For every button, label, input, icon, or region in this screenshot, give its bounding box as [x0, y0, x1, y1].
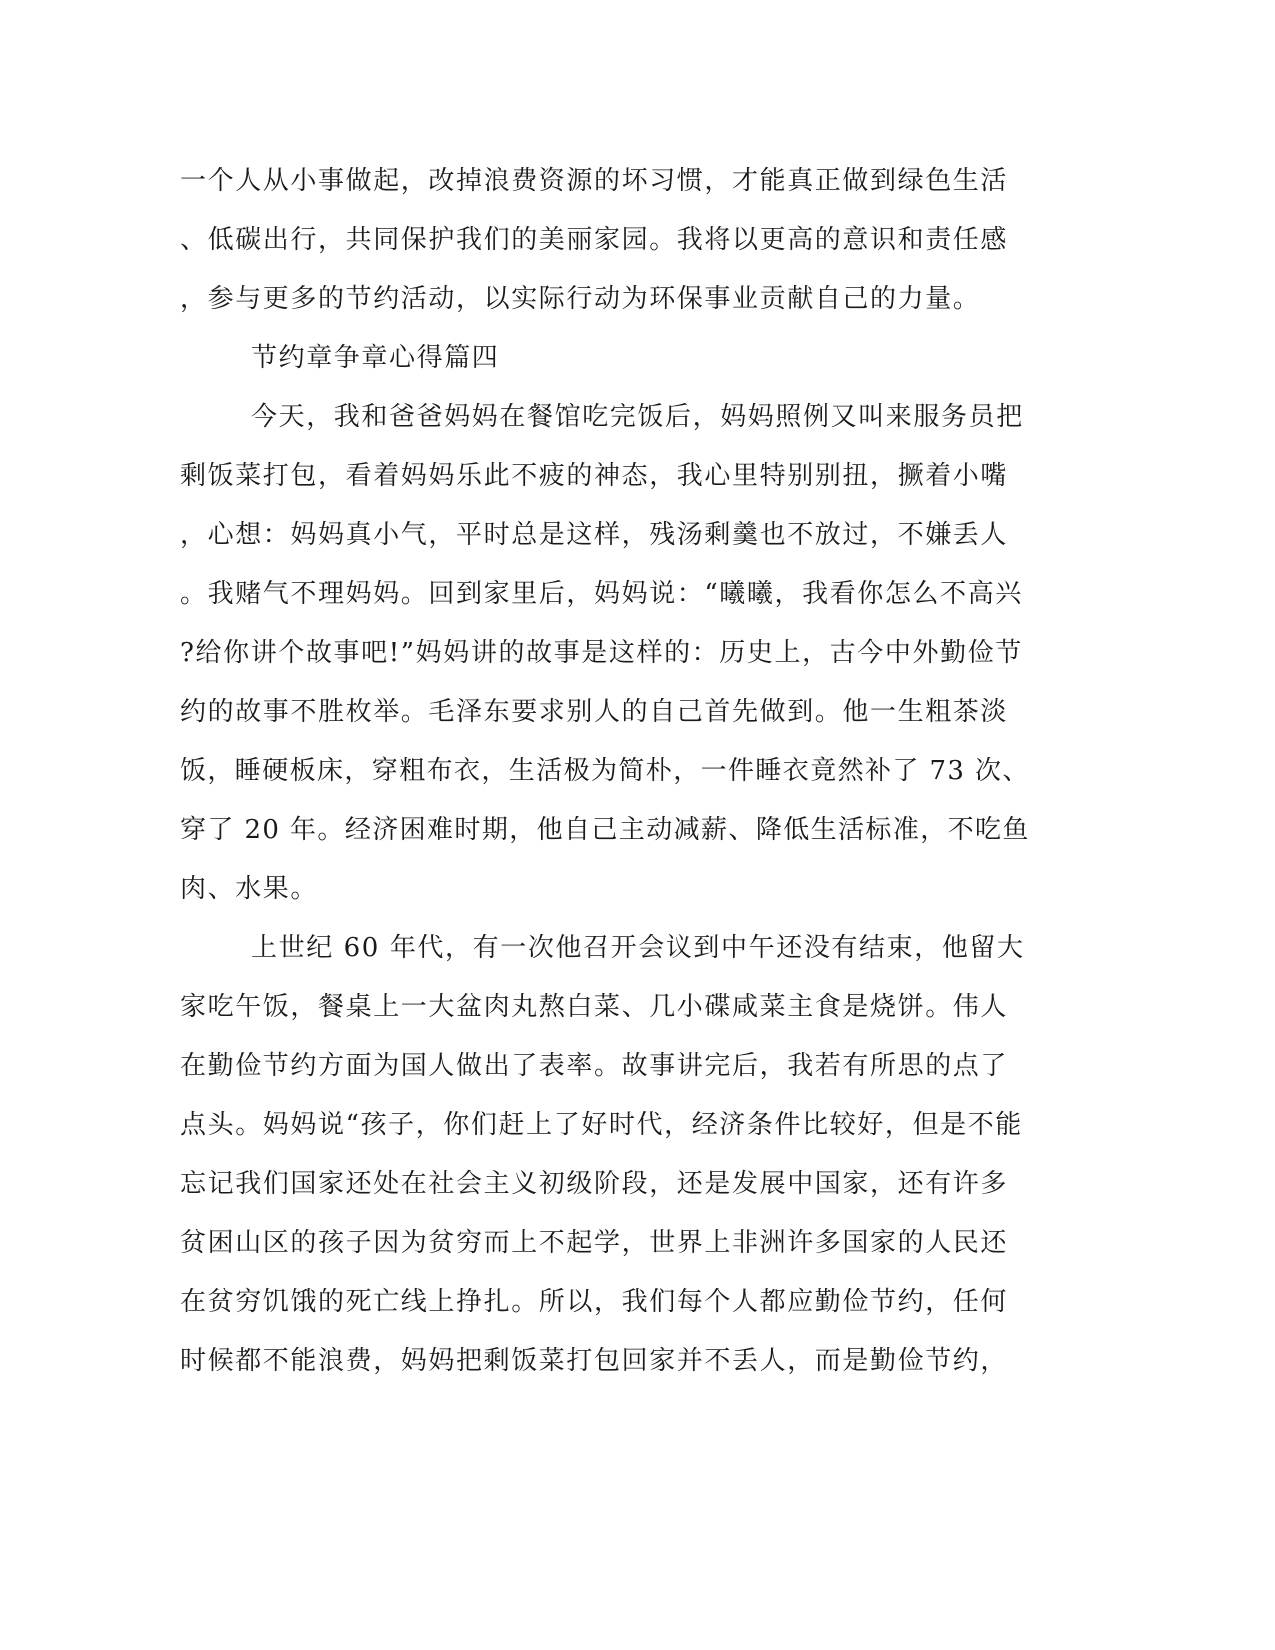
text-line: 时候都不能浪费，妈妈把剩饭菜打包回家并不丢人，而是勤俭节约， [180, 1346, 1009, 1376]
text-line: 。我赌气不理妈妈。回到家里后，妈妈说：“曦曦，我看你怎么不高兴 [180, 579, 1023, 609]
text-line: 贫困山区的孩子因为贫穷而上不起学，世界上非洲许多国家的人民还 [180, 1228, 1009, 1258]
text-line: 、低碳出行，共同保护我们的美丽家园。我将以更高的意识和责任感 [180, 225, 1009, 255]
text-line: 家吃午饭，餐桌上一大盆肉丸熬白菜、几小碟咸菜主食是烧饼。伟人 [180, 992, 1009, 1022]
text-line: 点头。妈妈说“孩子，你们赶上了好时代，经济条件比较好，但是不能 [180, 1110, 1023, 1140]
text-line: 上世纪 60 年代，有一次他召开会议到中午还没有结束，他留大 [251, 933, 1025, 963]
text-line: 在勤俭节约方面为国人做出了表率。故事讲完后，我若有所思的点了 [180, 1051, 1009, 1081]
text-line: 忘记我们国家还处在社会主义初级阶段，还是发展中国家，还有许多 [180, 1169, 1009, 1199]
text-line: 肉、水果。 [180, 874, 319, 904]
text-line: 饭，睡硬板床，穿粗布衣，生活极为简朴，一件睡衣竟然补了 73 次、 [180, 756, 1030, 786]
text-line: 一个人从小事做起，改掉浪费资源的坏习惯，才能真正做到绿色生活 [180, 166, 1009, 196]
text-line: ，心想：妈妈真小气，平时总是这样，残汤剩羹也不放过，不嫌丢人 [180, 520, 1009, 550]
text-line: 穿了 20 年。经济困难时期，他自己主动减薪、降低生活标准，不吃鱼 [180, 815, 1030, 845]
text-line: 今天，我和爸爸妈妈在餐馆吃完饭后，妈妈照例又叫来服务员把 [251, 402, 1024, 432]
text-line: ?给你讲个故事吧!”妈妈讲的故事是这样的：历史上，古今中外勤俭节 [180, 638, 1023, 668]
text-line: 剩饭菜打包，看着妈妈乐此不疲的神态，我心里特别别扭，撅着小嘴 [180, 461, 1009, 491]
text-line: 在贫穷饥饿的死亡线上挣扎。所以，我们每个人都应勤俭节约，任何 [180, 1287, 1009, 1317]
text-line: ，参与更多的节约活动，以实际行动为环保事业贡献自己的力量。 [180, 284, 981, 314]
section-heading: 节约章争章心得篇四 [251, 343, 500, 373]
text-line: 约的故事不胜枚举。毛泽东要求别人的自己首先做到。他一生粗茶淡 [180, 697, 1009, 727]
